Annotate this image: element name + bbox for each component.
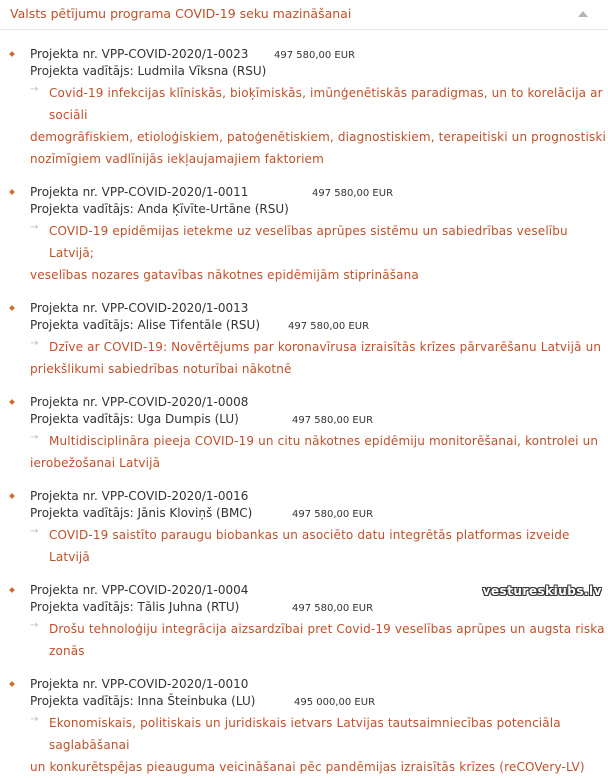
arrow-right-icon: → [30,432,39,443]
topic-line: COVID-19 saistīto paraugu biobankas un asociēto datu integrētās platformas izveide Latvijā [49,528,570,564]
list-item [0,300,608,380]
project-leader: Projekta vadītājs: Tālis Juhna (RTU) [30,600,240,614]
topic-line: COVID-19 epidēmijas ietekme uz veselības aprūpes sistēmu un sabiedrības veselību Latvijā; [49,224,568,260]
project-amount: 497 580,00 EUR [312,188,394,199]
arrow-right-icon: → [30,714,39,725]
project-topic-link[interactable] [30,712,608,778]
topic-line: veselības nozares gatavības nākotnes epidēmijām stiprināšana [30,268,419,282]
project-topic-link[interactable] [30,82,608,170]
project-leader: Projekta vadītājs: Anda Ķīvīte-Urtāne (RSU) [30,202,289,216]
topic-line: Ekonomiskais, politiskais un juridiskais ietvars Latvijas tautsaimniecības potenciāla saglabāšanai [49,716,561,752]
project-topic-link[interactable] [30,220,608,286]
bullet-icon [9,587,15,593]
project-leader: Projekta vadītājs: Inna Šteinbuka (LU) [30,694,256,708]
arrow-right-icon: → [30,222,39,233]
project-topic-link[interactable] [30,618,608,662]
arrow-right-icon: → [30,84,39,95]
topic-line: demogrāfiskiem, etioloģiskiem, patoģenētiskiem, diagnostiskiem, terapeitiski un prognostiski [30,130,606,144]
project-leader: Projekta vadītājs: Uga Dumpis (LU) [30,412,239,426]
project-leader: Projekta vadītājs: Alise Tifentāle (RSU) [30,318,261,332]
project-number: Projekta nr. VPP-COVID-2020/1-0013 497 580,00 EUR [30,300,608,317]
project-amount: 497 580,00 EUR [274,50,356,61]
project-amount: 497 580,00 EUR [292,603,374,614]
bullet-icon [9,51,15,57]
project-number: Projekta nr. VPP-COVID-2020/1-0008 497 580,00 EUR [30,394,608,411]
project-amount: 497 580,00 EUR [292,509,374,520]
project-list [0,30,608,778]
topic-line: nozīmīgiem vadlīnijās iekļaujamajiem faktoriem [30,152,324,166]
section-header[interactable] [0,0,608,30]
topic-line: ierobežošanai Latvijā [30,456,161,470]
bullet-icon [9,681,15,687]
arrow-right-icon: → [30,620,39,631]
project-leader: Projekta vadītājs: Ludmila Vīksna (RSU) [30,64,267,78]
bullet-icon [9,399,15,405]
project-amount: 495 000,00 EUR [294,697,376,708]
list-item [0,394,608,474]
site-watermark: vestureskiubs.lv [482,584,602,598]
chevron-up-icon[interactable] [578,11,588,17]
list-item [0,184,608,286]
topic-line: Multidisciplināra pieeja COVID-19 un citu nākotnes epidēmiju monitorēšanai, kontrolei un [49,434,599,448]
list-item [0,488,608,568]
arrow-right-icon: → [30,526,39,537]
project-amount: 497 580,00 EUR [292,415,374,426]
project-number: Projekta nr. VPP-COVID-2020/1-0023 497 580,00 EUR [30,46,608,63]
project-number: Projekta nr. VPP-COVID-2020/1-0016 497 580,00 EUR [30,488,608,505]
bullet-icon [9,305,15,311]
topic-line: priekšlikumi sabiedrības noturībai nākotnē [30,362,292,376]
topic-line: Drošu tehnoloģiju integrācija aizsardzībai pret Covid-19 veselības aprūpes un augsta riska zonās [49,622,605,658]
project-topic-link[interactable] [30,430,608,474]
arrow-right-icon: → [30,338,39,349]
topic-line: Covid-19 infekcijas klīniskās, bioķīmiskās, imūnģenētiskās paradigmas, un to korelācija ar sociāli [49,86,603,122]
project-topic-link[interactable] [30,336,608,380]
section-title: Valsts pētījumu programa COVID-19 seku mazināšanai [10,6,352,21]
bullet-icon [9,189,15,195]
project-number: Projekta nr. VPP-COVID-2020/1-0010 495 000,00 EUR [30,676,608,693]
topic-line: un konkurētspējas pieauguma veicināšanai pēc pandēmijas izraisītās krīzes (reCOVery-LV) [30,760,585,774]
project-topic-link[interactable] [30,524,608,568]
project-leader: Projekta vadītājs: Jānis Kloviņš (BMC) [30,506,253,520]
topic-line: Dzīve ar COVID-19: Novērtējums par koronavīrusa izraisītās krīzes pārvarēšanu Latvijā un [49,340,602,354]
project-number: Projekta nr. VPP-COVID-2020/1-0011 497 580,00 EUR [30,184,608,201]
project-number: Projekta nr. VPP-COVID-2020/1-0004 497 580,00 EUR [30,582,608,599]
list-item [0,676,608,778]
bullet-icon [9,493,15,499]
project-amount: 497 580,00 EUR [288,321,370,332]
list-item [0,46,608,170]
